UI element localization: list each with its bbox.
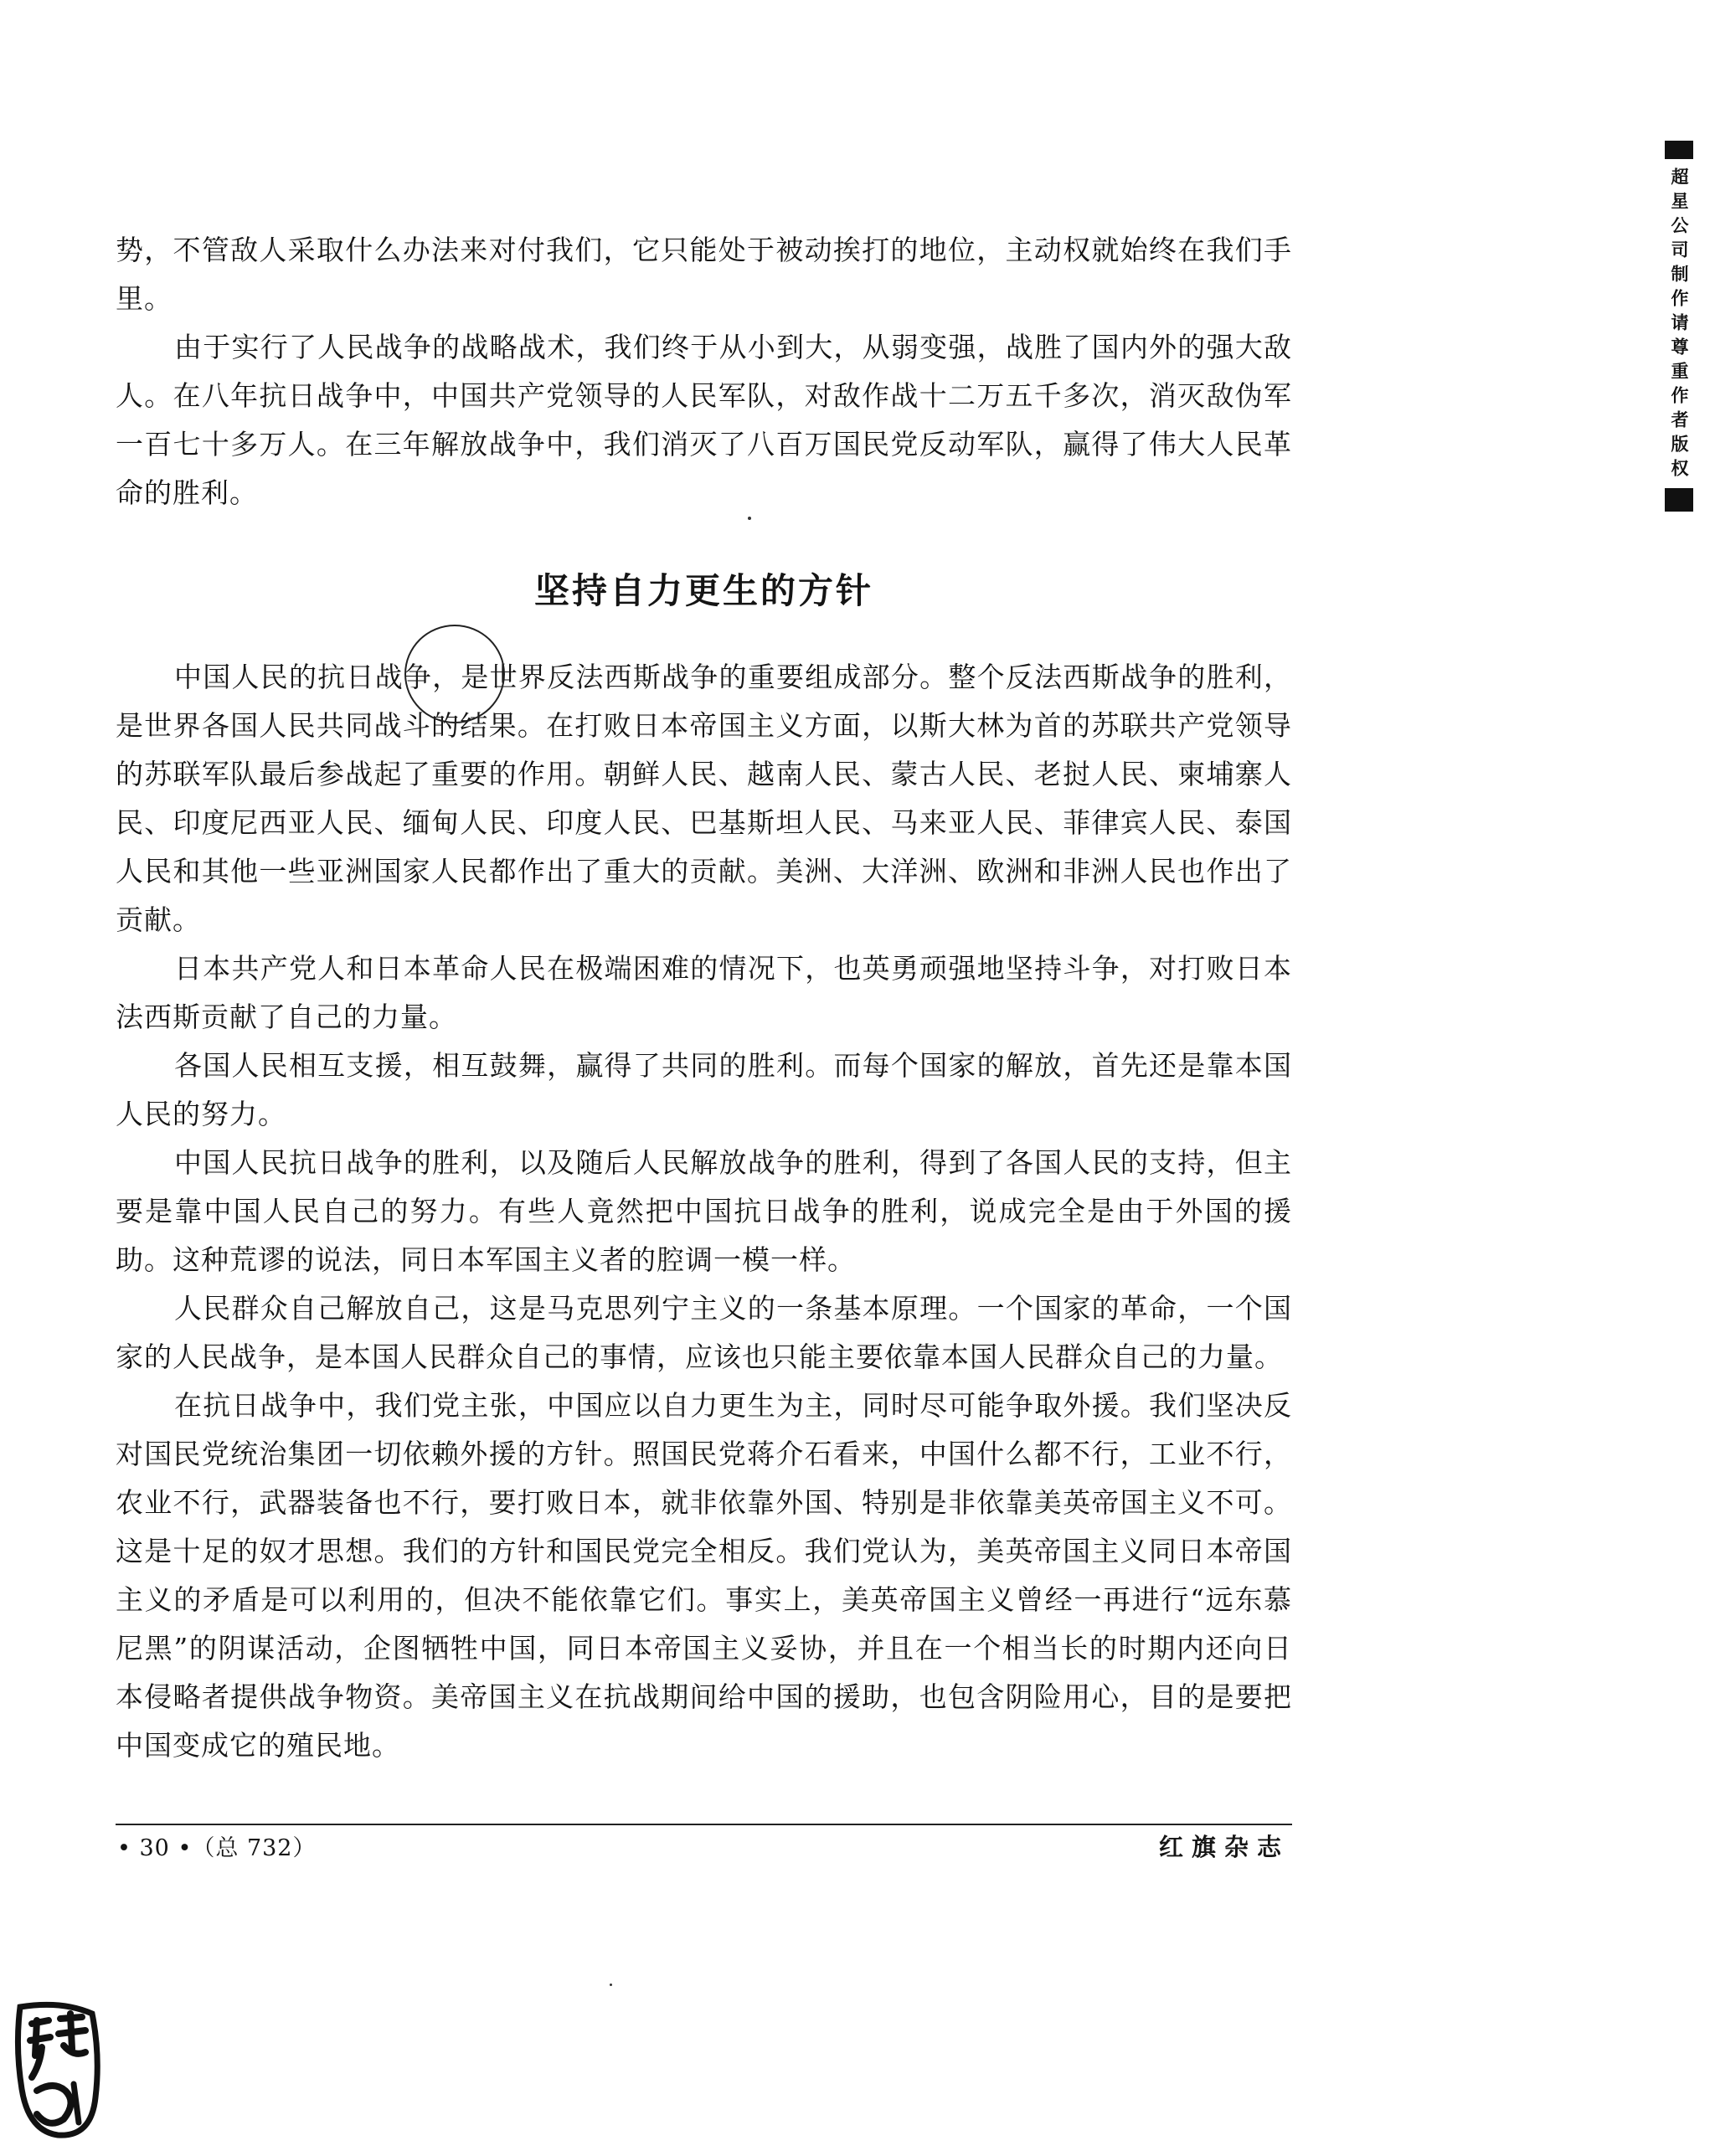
strip-bar-bottom	[1665, 488, 1693, 512]
seal-stamp-icon	[12, 1997, 102, 2141]
paragraph-7: 人民群众自己解放自己，这是马克思列宁主义的一条基本原理。一个国家的革命，一个国家的人民战争，是本国人民群众自己的事情，应该也只能主要依靠本国人民群众自己的力量。	[116, 1292, 1292, 1373]
footer-rule	[116, 1824, 1292, 1825]
paragraph-8: 在抗日战争中，我们党主张，中国应以自力更生为主，同时尽可能争取外援。我们坚决反对国民党统治集团一切依赖外援的方针。照国民党蒋介石看来，中国什么都不行，工业不行，农业不行，武器装备也不行，要打败日本，就非依靠外国、特别是非依靠美英帝国主义不可。这是十足的奴才思想。我们的方针和国民党完全相反。我们党认为，美英帝国主义同日本帝国主义的矛盾是可以利用的，但决不能依靠它们。事实上，美英帝国主义曾经一再进行“远东慕尼黑”的阴谋活动，企图牺牲中国，同日本帝国主义妥协，并且在一个相当长的时期内还向日本侵略者提供战争物资。美帝国主义在抗战期间给中国的援助，也包含阴险用心，目的是要把中国变成它的殖民地。	[116, 1389, 1292, 1762]
paragraph-3: 中国人民的抗日战争，是世界反法西斯战争的重要组成部分。整个反法西斯战争的胜利，是世界各国人民共同战斗的结果。在打败日本帝国主义方面，以斯大林为首的苏联共产党领导的苏联军队最后参战起了重要的作用。朝鲜人民、越南人民、蒙古人民、老挝人民、柬埔寨人民、印度尼西亚人民、缅甸人民、印度人民、巴基斯坦人民、马来亚人民、菲律宾人民、泰国人民和其他一些亚洲国家人民都作出了重大的贡献。美洲、大洋洲、欧洲和非洲人民也作出了贡献。	[116, 661, 1292, 936]
paragraph-6: 中国人民抗日战争的胜利，以及随后人民解放战争的胜利，得到了各国人民的支持，但主要是靠中国人民自己的努力。有些人竟然把中国抗日战争的胜利，说成完全是由于外国的援助。这种荒谬的说法，同日本军国主义者的腔调一模一样。	[116, 1146, 1292, 1276]
pen-circle-annotation	[404, 625, 505, 723]
paragraph-2: 由于实行了人民战争的战略战术，我们终于从小到大，从弱变强，战胜了国内外的强大敌人。在八年抗日战争中，中国共产党领导的人民军队，对敌作战十二万五千多次，消灭敌伪军一百七十多万人。在三年解放战争中，我们消灭了八百万国民党反动军队，赢得了伟大人民革命的胜利。	[116, 331, 1292, 509]
copyright-text: 超星公司制作请尊重作者版权	[1669, 167, 1689, 483]
paragraph-5: 各国人民相互支援，相互鼓舞，赢得了共同的胜利。而每个国家的解放，首先还是靠本国人民的努力。	[116, 1049, 1292, 1130]
paragraph-1: 势，不管敌人采取什么办法来对付我们，它只能处于被动挨打的地位，主动权就始终在我们手里。	[116, 234, 1292, 315]
scan-speck	[610, 1984, 612, 1986]
article-body	[116, 226, 1292, 1770]
page-number: • 30 •（总 732）	[117, 1835, 317, 1861]
section-title: 坚持自力更生的方针	[533, 570, 873, 611]
strip-bar-top	[1665, 141, 1693, 159]
paragraph-4: 日本共产党人和日本革命人民在极端困难的情况下，也英勇顽强地坚持斗争，对打败日本法西斯贡献了自己的力量。	[116, 952, 1292, 1033]
scan-speck	[748, 517, 751, 520]
journal-name: 红旗杂志	[1158, 1833, 1290, 1861]
copyright-strip	[1665, 141, 1693, 512]
